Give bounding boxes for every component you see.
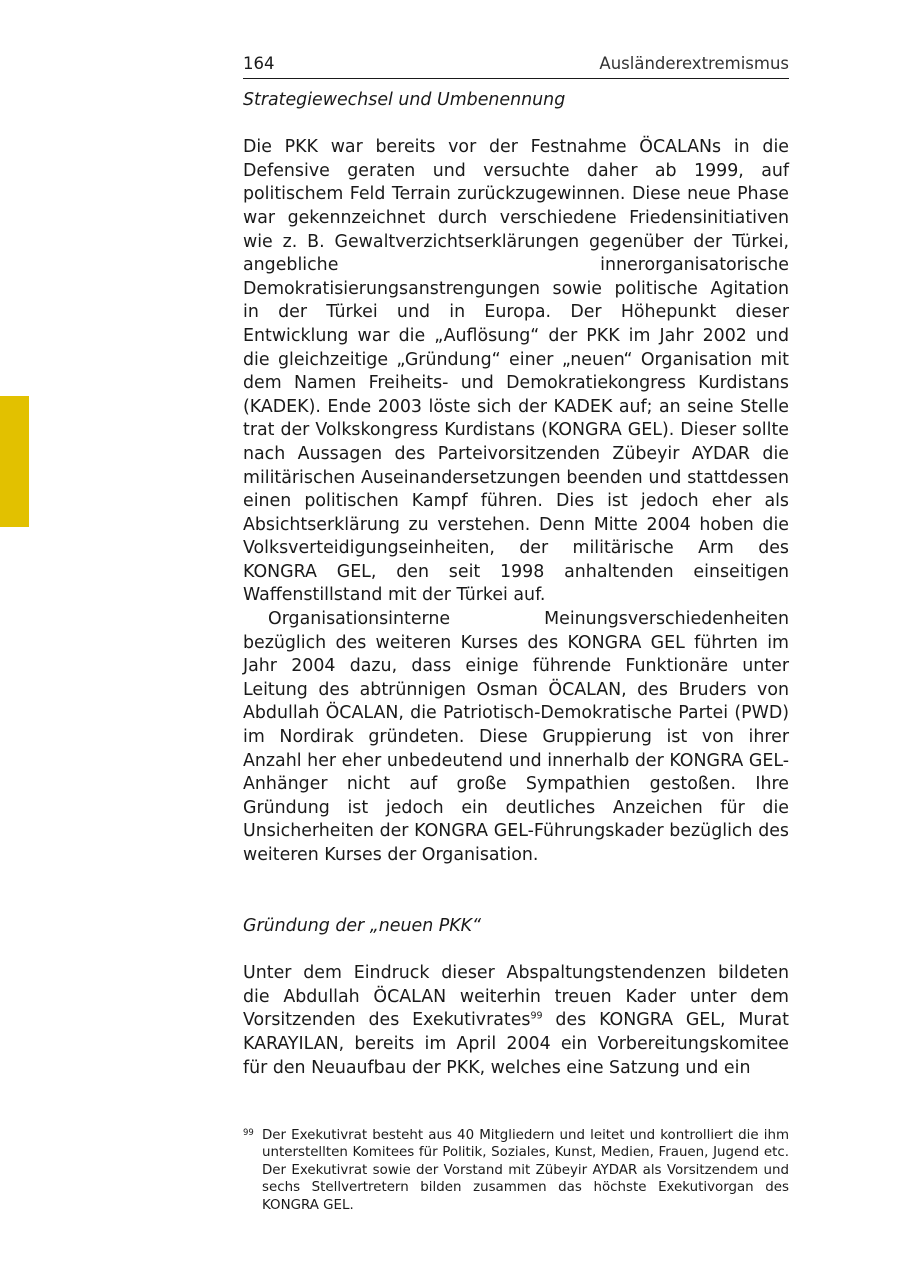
page-number: 164 <box>243 54 275 73</box>
paragraph-3-text-a: Unter dem Eindruck dieser Abspaltungstendenzen bildeten die Abdullah ÖCALAN weiterhin treuen Kader unter dem Vorsitzenden des Exekutivrates <box>243 963 789 1031</box>
running-title: Ausländerextremismus <box>599 54 789 73</box>
footnote-reference[interactable]: 99 <box>530 1010 543 1022</box>
paragraph-3 <box>243 962 789 1080</box>
footnote-mark: 99 <box>243 1128 254 1138</box>
footnote-area <box>243 1127 789 1214</box>
paragraph-2: Organisationsinterne Meinungsverschiedenheiten bezüglich des weiteren Kurses des KONGRA GEL führten im Jahr 2004 dazu, dass einige führende Funktionäre unter Leitung des abtrünnigen Osman ÖCALAN, des Bruders von Abdullah ÖCALAN, die Patriotisch-Demokratische Partei (PWD) im Nordirak gründeten. Diese Gruppierung ist von ihrer Anzahl her eher unbedeutend und innerhalb der KONGRA GEL-Anhänger nicht auf große Sympathien gestoßen. Ihre Gründung ist jedoch ein deutliches Anzeichen für die Unsicherheiten der KONGRA GEL-Führungskader bezüglich des weiteren Kurses der Organisation. <box>243 609 789 865</box>
section-heading-gruendung: Gründung der „neuen PKK“ <box>243 916 482 937</box>
footnote-text: Der Exekutivrat besteht aus 40 Mitgliedern und leitet und kontrolliert die ihm unterstellten Komitees für Politik, Soziales, Kunst, Medien, Frauen, Jugend etc. Der Exekutivrat sowie der Vorstand mit Zübeyir AYDAR als Vorsitzendem und sechs Stellvertretern bilden zusammen das höchste Exekutivorgan des KONGRA GEL. <box>262 1128 789 1213</box>
page-header <box>243 50 789 79</box>
section-heading-strategiewechsel: Strategiewechsel und Umbenennung <box>243 90 566 110</box>
chapter-side-tab <box>0 396 29 527</box>
main-content <box>243 88 789 1080</box>
paragraph-3-text-b: des KONGRA GEL, Murat KARAYILAN, bereits im April 2004 ein Vorbereitungskomitee für den Neuaufbau der PKK, welches eine Satzung und ein <box>243 1010 789 1078</box>
paragraph-1: Die PKK war bereits vor der Festnahme ÖCALANs in die Defensive geraten und versuchte daher ab 1999, auf politischem Feld Terrain zurückzugewinnen. Diese neue Phase war gekennzeichnet durch verschiedene Friedensinitiativen wie z. B. Gewaltverzichtserklärungen gegenüber der Türkei, angebliche innerorganisatorische Demokratisierungsanstrengungen sowie politische Agitation in der Türkei und in Europa. Der Höhepunkt dieser Entwicklung war die „Auflösung“ der PKK im Jahr 2002 und die gleichzeitige „Gründung“ einer „neuen“ Organisation mit dem Namen Freiheits- und Demokratiekongress Kurdistans (KADEK). Ende 2003 löste sich der KADEK auf; an seine Stelle trat der Volkskongress Kurdistans (KONGRA GEL). Dieser sollte nach Aussagen des Parteivorsitzenden Zübeyir AYDAR die militärischen Auseinandersetzungen beenden und stattdessen einen politischen Kampf führen. Dies ist jedoch eher als Absichtserklärung zu verstehen. Denn Mitte 2004 hoben die Volksverteidigungseinheiten, der militärische Arm des KONGRA GEL, den seit 1998 anhaltenden einseitigen Waffenstillstand mit der Türkei auf. <box>243 137 789 606</box>
